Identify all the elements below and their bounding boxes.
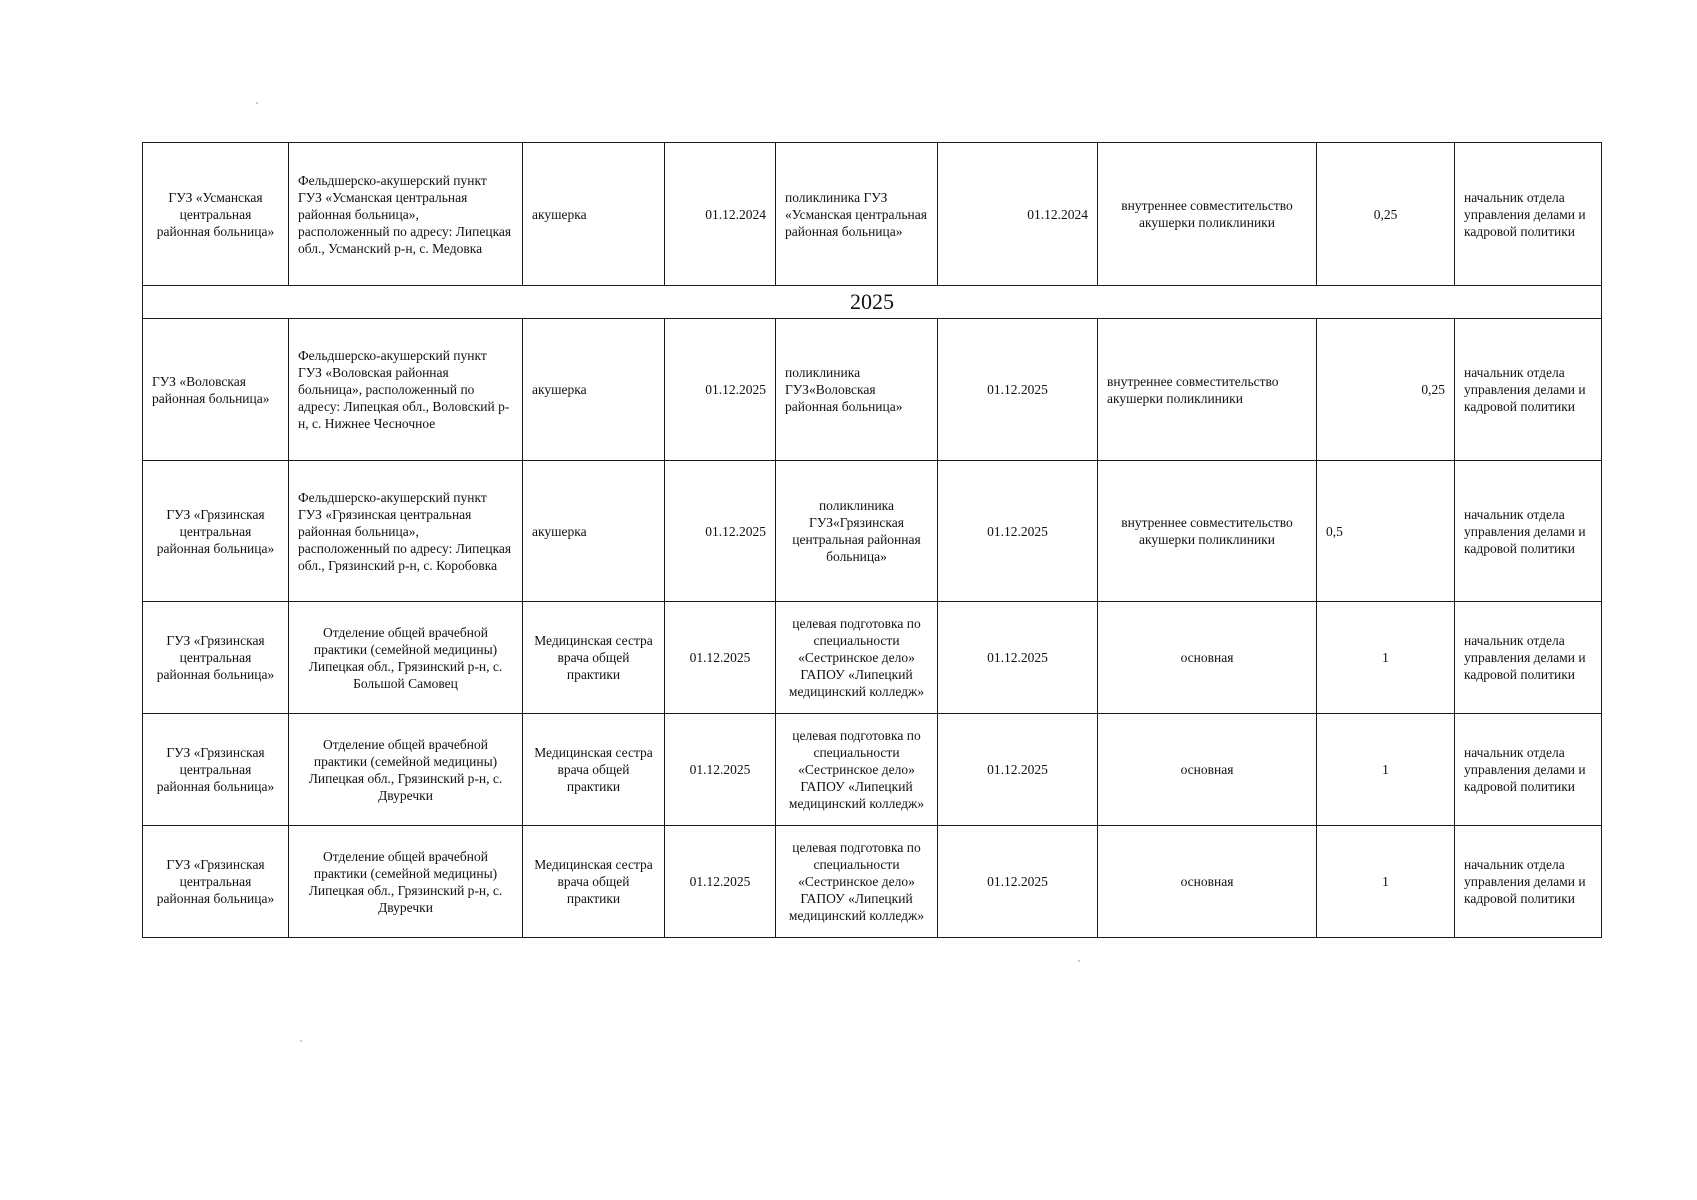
org-cell: ГУЗ «Грязинская центральная районная больница» <box>143 826 289 938</box>
rate-cell: 0,25 <box>1317 319 1455 461</box>
year-row <box>143 286 1602 319</box>
type-cell: основная <box>1098 602 1317 714</box>
position-cell: Медицинская сестра врача общей практики <box>523 714 665 826</box>
position-cell: акушерка <box>523 143 665 286</box>
position-cell: Медицинская сестра врача общей практики <box>523 826 665 938</box>
date-cell: 01.12.2025 <box>665 319 776 461</box>
staffing-table <box>142 142 1602 938</box>
position-cell: акушерка <box>523 319 665 461</box>
date-cell: 01.12.2025 <box>938 826 1098 938</box>
source-cell: поликлиника ГУЗ«Грязинская центральная районная больница» <box>776 461 938 602</box>
position-cell: Медицинская сестра врача общей практики <box>523 602 665 714</box>
rate-cell: 1 <box>1317 714 1455 826</box>
source-cell: целевая подготовка по специальности «Сестринское дело» ГАПОУ «Липецкий медицинский колледж» <box>776 602 938 714</box>
date-cell: 01.12.2025 <box>938 461 1098 602</box>
responsible-cell: начальник отдела управления делами и кадровой политики <box>1455 143 1602 286</box>
unit-cell: Отделение общей врачебной практики (семейной медицины) Липецкая обл., Грязинский р-н, с. Большой Самовец <box>289 602 523 714</box>
responsible-cell: начальник отдела управления делами и кадровой политики <box>1455 714 1602 826</box>
date-cell: 01.12.2025 <box>665 602 776 714</box>
unit-cell: Отделение общей врачебной практики (семейной медицины) Липецкая обл., Грязинский р-н, с. Двуречки <box>289 826 523 938</box>
scan-speck <box>300 1040 302 1042</box>
type-cell: внутреннее совместительство акушерки поликлиники <box>1098 319 1317 461</box>
date-cell: 01.12.2025 <box>665 826 776 938</box>
table-row <box>143 826 1602 938</box>
date-cell: 01.12.2025 <box>938 602 1098 714</box>
type-cell: основная <box>1098 826 1317 938</box>
source-cell: поликлиника ГУЗ «Усманская центральная районная больница» <box>776 143 938 286</box>
date-cell: 01.12.2025 <box>665 461 776 602</box>
table-row <box>143 714 1602 826</box>
unit-cell: Фельдшерско-акушерский пункт ГУЗ «Усманская центральная районная больница», расположенный по адресу: Липецкая обл., Усманский р-н, с. Медовка <box>289 143 523 286</box>
position-cell: акушерка <box>523 461 665 602</box>
source-cell: поликлиника ГУЗ«Воловская районная больница» <box>776 319 938 461</box>
type-cell: основная <box>1098 714 1317 826</box>
org-cell: ГУЗ «Воловская районная больница» <box>143 319 289 461</box>
date-cell: 01.12.2024 <box>665 143 776 286</box>
unit-cell: Фельдшерско-акушерский пункт ГУЗ «Воловская районная больница», расположенный по адресу: Липецкая обл., Воловский р-н, с. Нижнее Чесночное <box>289 319 523 461</box>
org-cell: ГУЗ «Грязинская центральная районная больница» <box>143 714 289 826</box>
date-cell: 01.12.2024 <box>938 143 1098 286</box>
rate-cell: 0,25 <box>1317 143 1455 286</box>
responsible-cell: начальник отдела управления делами и кадровой политики <box>1455 461 1602 602</box>
org-cell: ГУЗ «Грязинская центральная районная больница» <box>143 602 289 714</box>
table-row <box>143 319 1602 461</box>
responsible-cell: начальник отдела управления делами и кадровой политики <box>1455 319 1602 461</box>
rate-cell: 1 <box>1317 602 1455 714</box>
scan-speck <box>256 102 258 104</box>
table-row <box>143 602 1602 714</box>
table-row <box>143 461 1602 602</box>
date-cell: 01.12.2025 <box>938 319 1098 461</box>
responsible-cell: начальник отдела управления делами и кадровой политики <box>1455 602 1602 714</box>
type-cell: внутреннее совместительство акушерки поликлиники <box>1098 143 1317 286</box>
date-cell: 01.12.2025 <box>938 714 1098 826</box>
org-cell: ГУЗ «Усманская центральная районная больница» <box>143 143 289 286</box>
unit-cell: Фельдшерско-акушерский пункт ГУЗ «Грязинская центральная районная больница», расположенный по адресу: Липецкая обл., Грязинский р-н, с. Коробовка <box>289 461 523 602</box>
scan-speck <box>1078 960 1080 962</box>
org-cell: ГУЗ «Грязинская центральная районная больница» <box>143 461 289 602</box>
type-cell: внутреннее совместительство акушерки поликлиники <box>1098 461 1317 602</box>
year-label: 2025 <box>143 286 1602 319</box>
rate-cell: 0,5 <box>1317 461 1455 602</box>
table-row <box>143 143 1602 286</box>
responsible-cell: начальник отдела управления делами и кадровой политики <box>1455 826 1602 938</box>
date-cell: 01.12.2025 <box>665 714 776 826</box>
source-cell: целевая подготовка по специальности «Сестринское дело» ГАПОУ «Липецкий медицинский колледж» <box>776 714 938 826</box>
rate-cell: 1 <box>1317 826 1455 938</box>
source-cell: целевая подготовка по специальности «Сестринское дело» ГАПОУ «Липецкий медицинский колледж» <box>776 826 938 938</box>
unit-cell: Отделение общей врачебной практики (семейной медицины) Липецкая обл., Грязинский р-н, с. Двуречки <box>289 714 523 826</box>
